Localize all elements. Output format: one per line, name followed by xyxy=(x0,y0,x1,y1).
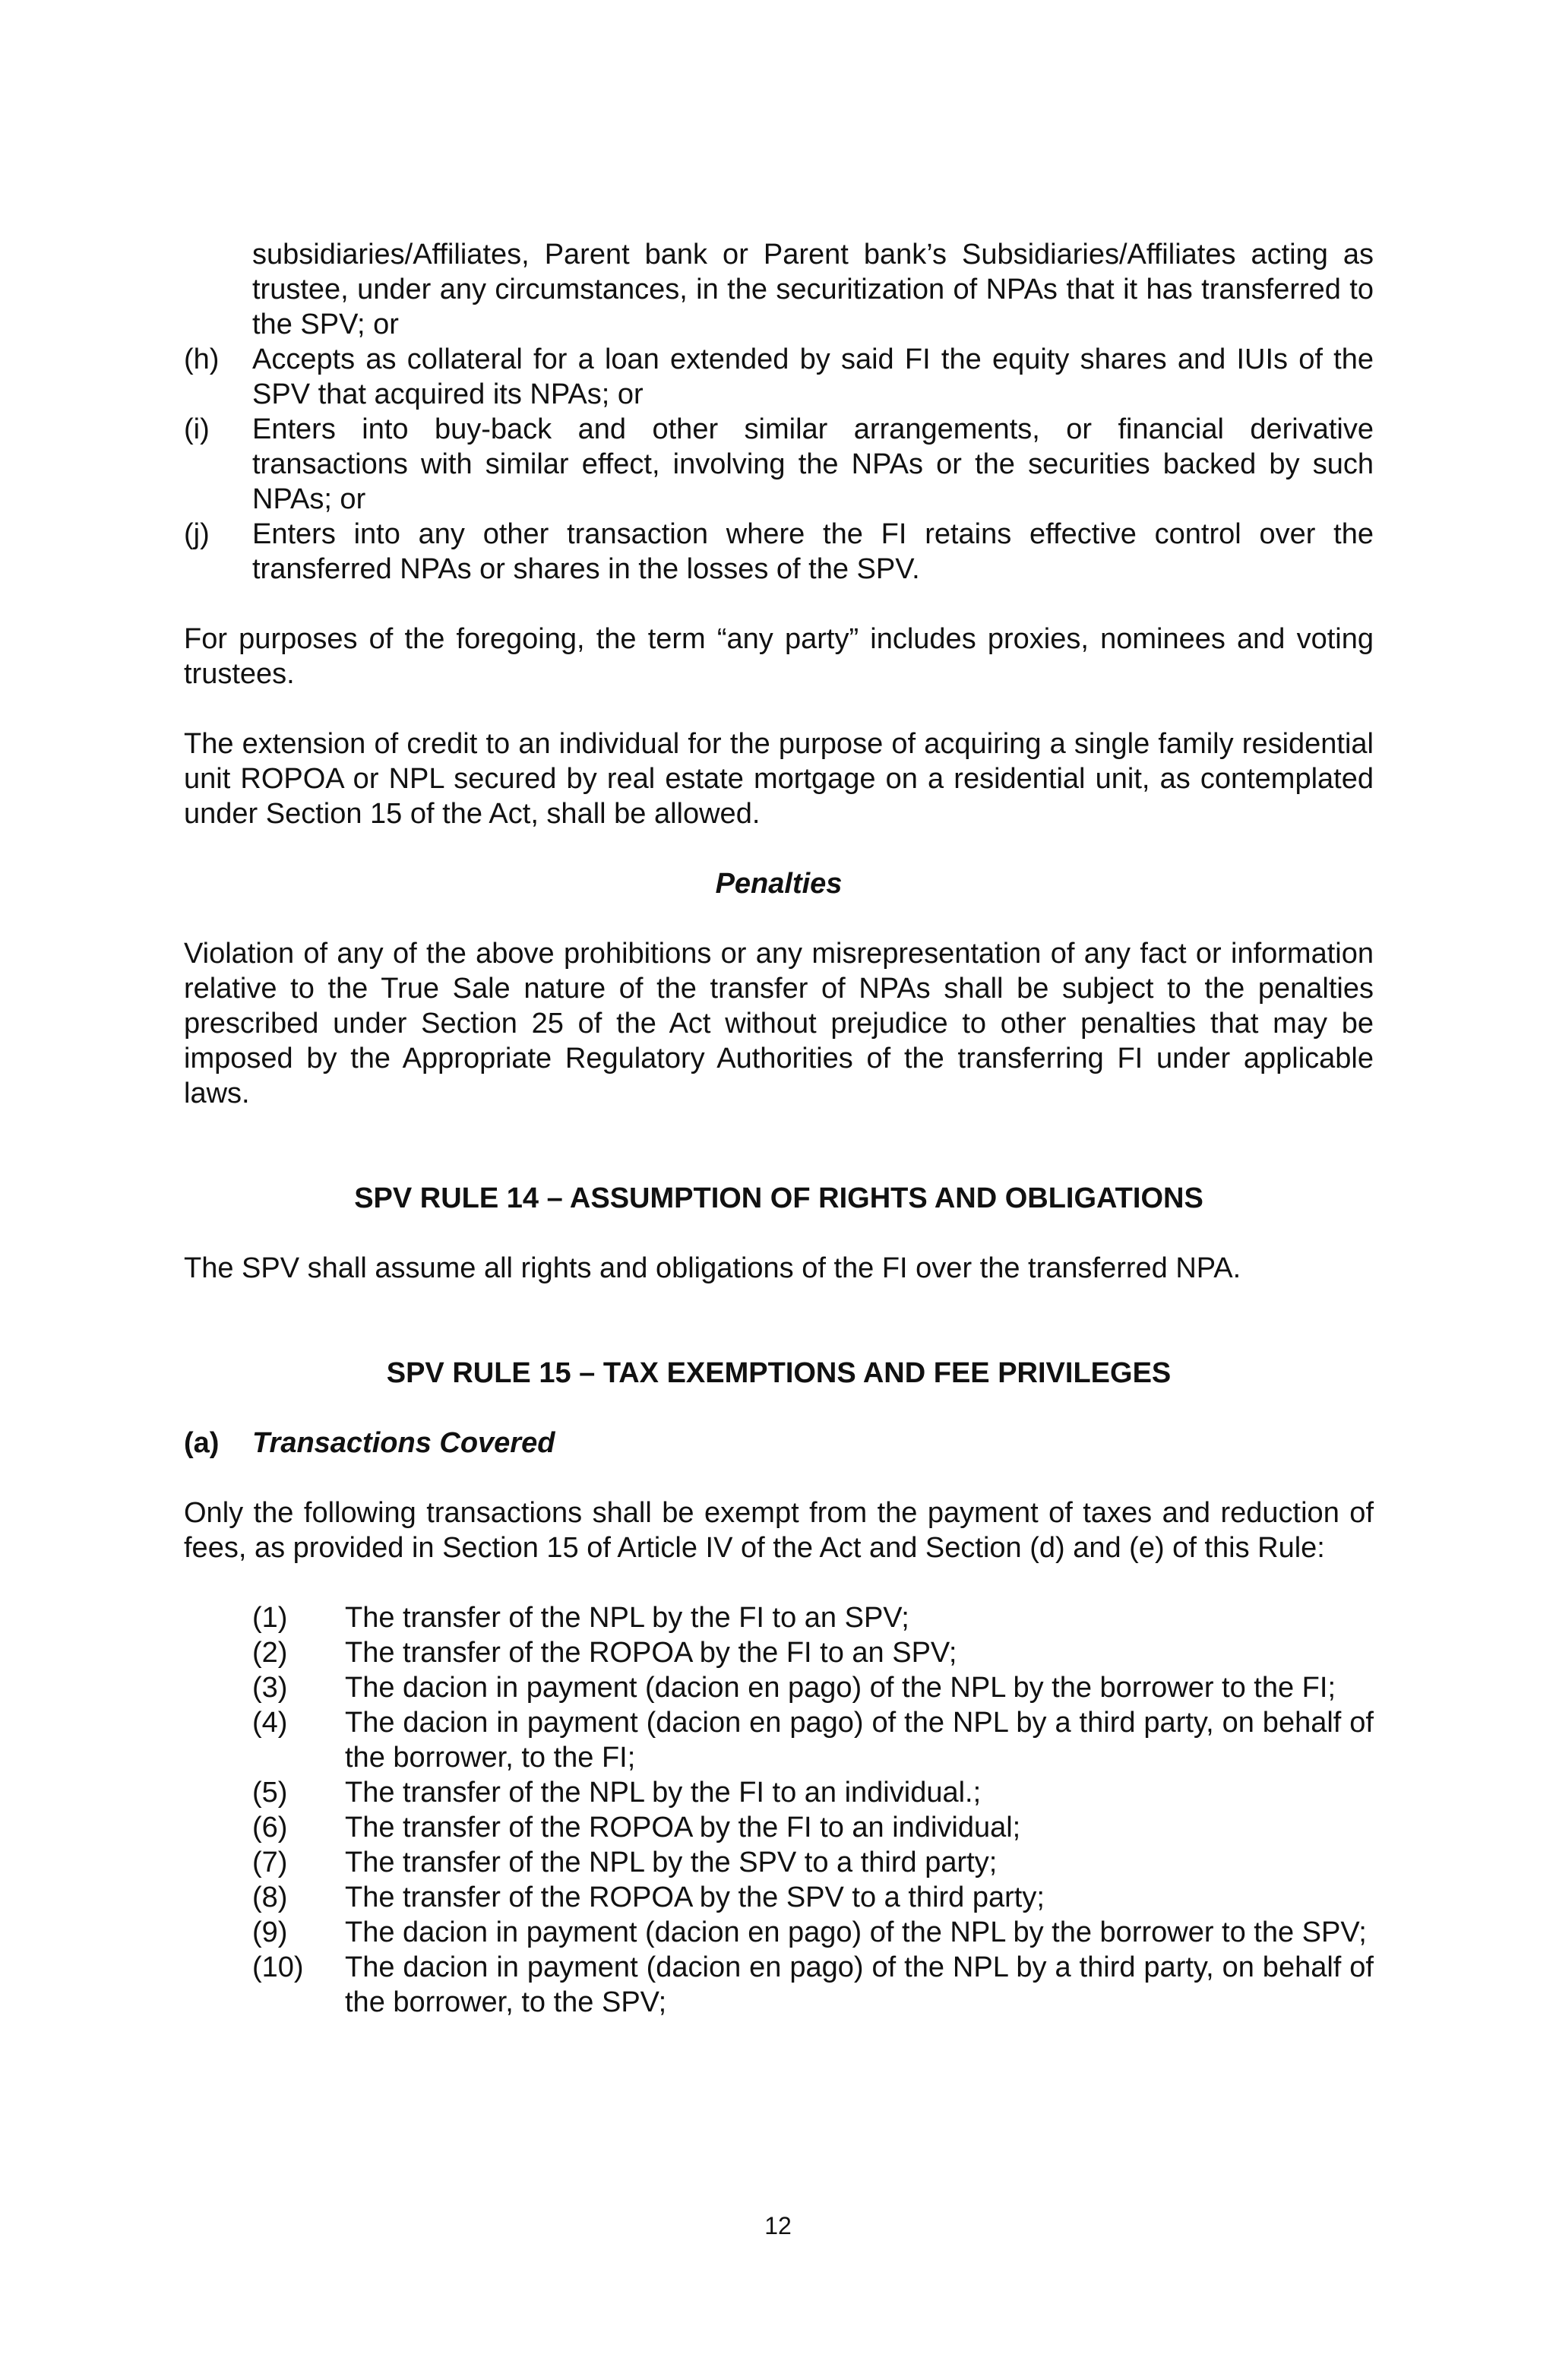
list-marker: (10) xyxy=(252,1951,304,1983)
list-text: The transfer of the NPL by the FI to an individual.; xyxy=(345,1777,982,1809)
list-text: Enters into buy-back and other similar arrangements, or financial derivative transactions with similar effect, involving the NPAs or the securities backed by such NPAs; or xyxy=(252,413,1374,515)
rule-14-heading: SPV RULE 14 – ASSUMPTION OF RIGHTS AND OBLIGATIONS xyxy=(354,1182,1203,1214)
exempt-transactions-paragraph: Only the following transactions shall be exempt from the payment of taxes and reduction of fees, as provided in Section 15 of Article IV of the Act and Section (d) and (e) of this Rule: xyxy=(184,1497,1374,1564)
list-item xyxy=(252,1600,1374,1635)
list-item xyxy=(252,1705,1374,1775)
prohibition-list xyxy=(184,342,1374,587)
list-item xyxy=(252,1915,1374,1950)
list-text: Accepts as collateral for a loan extended by said FI the equity shares and IUIs of the SPV that acquired its NPAs; or xyxy=(252,343,1374,410)
list-item xyxy=(252,1670,1374,1705)
list-marker: (7) xyxy=(252,1847,288,1878)
list-item xyxy=(184,412,1374,517)
list-text: The transfer of the ROPOA by the SPV to a third party; xyxy=(345,1882,1045,1913)
list-text: The transfer of the ROPOA by the FI to an SPV; xyxy=(345,1637,957,1669)
list-item xyxy=(252,1845,1374,1880)
list-item xyxy=(252,1810,1374,1845)
list-text: The dacion in payment (dacion en pago) of the NPL by a third party, on behalf of the borrower, to the FI; xyxy=(345,1707,1374,1774)
rule-14-paragraph: The SPV shall assume all rights and obligations of the FI over the transferred NPA. xyxy=(184,1252,1241,1284)
list-marker: (9) xyxy=(252,1916,288,1948)
subsection-marker: (a) xyxy=(184,1427,220,1459)
list-marker: (5) xyxy=(252,1777,288,1809)
list-text: The transfer of the NPL by the FI to an SPV; xyxy=(345,1602,909,1634)
list-item xyxy=(184,517,1374,587)
page-number: 12 xyxy=(764,2212,792,2239)
list-item xyxy=(184,342,1374,412)
list-marker: (1) xyxy=(252,1602,288,1634)
list-text: The dacion in payment (dacion en pago) of the NPL by the borrower to the SPV; xyxy=(345,1916,1367,1948)
list-marker: (6) xyxy=(252,1812,288,1844)
subsection-title: Transactions Covered xyxy=(252,1427,555,1459)
list-item xyxy=(252,1880,1374,1915)
list-text: The transfer of the NPL by the SPV to a third party; xyxy=(345,1847,998,1878)
list-text: The dacion in payment (dacion en pago) of the NPL by a third party, on behalf of the borrower, to the SPV; xyxy=(345,1951,1374,2018)
credit-extension-paragraph: The extension of credit to an individual for the purpose of acquiring a single family residential unit ROPOA or NPL secured by real estate mortgage on a residential unit, as contemplated under Section 15 of the Act, shall be allowed. xyxy=(184,728,1374,830)
list-marker: (j) xyxy=(184,518,210,550)
list-marker: (h) xyxy=(184,343,220,375)
list-item xyxy=(252,1950,1374,2020)
penalties-paragraph: Violation of any of the above prohibitions or any misrepresentation of any fact or information relative to the True Sale nature of the transfer of NPAs shall be subject to the penalties prescribed under Section 25 of the Act without prejudice to other penalties that may be imposed by the Appropriate Regulatory Authorities of the transferring FI under applicable laws. xyxy=(184,938,1374,1109)
list-text: The dacion in payment (dacion en pago) of the NPL by the borrower to the FI; xyxy=(345,1672,1336,1704)
list-marker: (4) xyxy=(252,1707,288,1739)
penalties-heading: Penalties xyxy=(715,868,843,900)
list-marker: (i) xyxy=(184,413,210,445)
any-party-paragraph: For purposes of the foregoing, the term “any party” includes proxies, nominees and voting trustees. xyxy=(184,623,1374,690)
page-content xyxy=(184,237,1374,2020)
list-item xyxy=(252,1775,1374,1810)
list-item xyxy=(252,1635,1374,1670)
list-marker: (3) xyxy=(252,1672,288,1704)
list-text: The transfer of the ROPOA by the FI to an individual; xyxy=(345,1812,1021,1844)
subsection-a-heading xyxy=(184,1426,1374,1461)
continuation-paragraph: subsidiaries/Affiliates, Parent bank or Parent bank’s Subsidiaries/Affiliates acting as trustee, under any circumstances, in the securitization of NPAs that it has transferred to the SPV; or xyxy=(252,239,1374,340)
transactions-list xyxy=(252,1600,1374,2020)
rule-15-heading: SPV RULE 15 – TAX EXEMPTIONS AND FEE PRIVILEGES xyxy=(386,1357,1172,1389)
list-marker: (8) xyxy=(252,1882,288,1913)
list-marker: (2) xyxy=(252,1637,288,1669)
list-text: Enters into any other transaction where the FI retains effective control over the transferred NPAs or shares in the losses of the SPV. xyxy=(252,518,1374,585)
